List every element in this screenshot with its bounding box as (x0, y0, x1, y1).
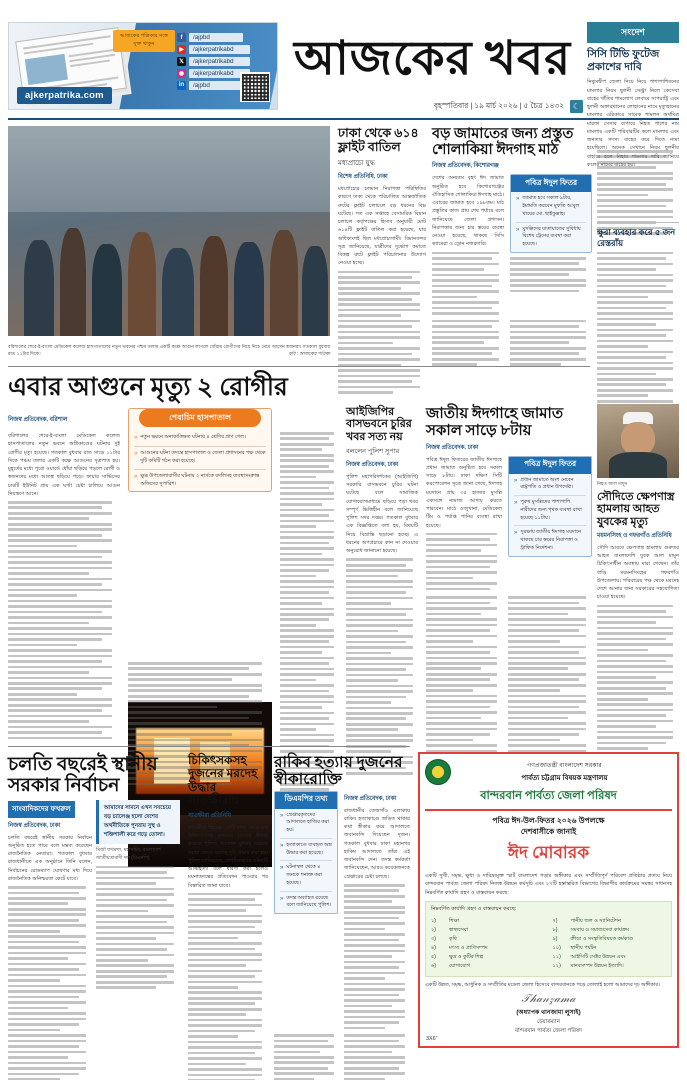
social-handle-youtube[interactable] (177, 45, 250, 54)
lead-photo-caption (8, 343, 330, 357)
story-saudi-body-text: সৌদি আরবে ক্ষেপণাস্ত্র হামলায় গুরুতর আহত বাংলাদেশি যুবক আল মামুন চিকিৎসাধীন অবস্থায় মারা গেছেন। তাঁর বাড়ি ময়মনসিংহের গফরগাঁও উপজেলায়। পরিবারের পক্ষ থেকে মরদেহ দেশে আনার জন্য সরকারের সহযোগিতা চাওয়া হয়েছে। (597, 544, 679, 601)
section-rule-1 (8, 366, 590, 367)
ad-occasion-line2: দেশবাসীকে জানাই (520, 826, 577, 836)
story-flight-body (338, 185, 426, 394)
saudi-photo (597, 404, 679, 478)
caption-text: বরিশালের শেরে-ই-বাংলা মেডিকেল কলেজ হাসপাতালের নতুন ভবনের পশ্চম তলায় একটি কক্ষে আগুন লাগলে ধোঁয়ায় রোগীদের নিয়ে নিচে নেমে আসেন স্বজনরা। গতকাল বুধবার রাত ১১টার দিকে। (8, 344, 330, 357)
ad-item-label: স্বাস্থ্যসেবা (449, 927, 469, 934)
social-handle-facebook[interactable] (177, 33, 250, 42)
story-fire-byline: নিজস্ব প্রতিবেদক, বরিশাল (8, 417, 68, 423)
rakib-bullet (275, 839, 337, 861)
ad-item-label: সমবায় ও সমাজসেবা কার্যক্রম (570, 927, 630, 934)
quote-attribution: মির্জা ফখরুল, মহাসচিব, বাংলাদেশ জাতীয়তাবাদী দল (বিএনপি) (96, 847, 162, 861)
qr-code-icon[interactable] (240, 72, 270, 102)
bullet-marker: » (514, 530, 518, 537)
bullet-text: ঘটনাস্থল থেকে ৪ জনকে শনাক্ত করা হয়েছে। (286, 864, 323, 886)
story-sholakia-body (432, 174, 504, 317)
story-national-eidgah (426, 406, 592, 772)
social-handle-list (177, 33, 250, 92)
ad-item-number: ৮) (552, 927, 558, 934)
sholakia-body-col2 (510, 257, 592, 293)
x-twitter-icon: 𝕏 (177, 57, 186, 66)
bullet-marker: » (514, 500, 518, 507)
sholakia-lower-cols (432, 320, 592, 369)
story-sholakia (432, 126, 592, 369)
bullet-marker: » (516, 196, 520, 203)
youtube-icon: ▶ (177, 45, 186, 54)
fire-bullet (129, 447, 271, 469)
sholakia-info-box (510, 174, 592, 253)
sholakia-bullet (511, 192, 591, 221)
bullet-marker: » (134, 451, 138, 458)
story-satkhira-headline[interactable]: চিকিৎসকসহ দুজনের মরদেহ উদ্ধার সাতক্ষীরায় (188, 753, 258, 808)
rakib-bullet (275, 861, 337, 890)
story-rakib-headline[interactable]: রাকিব হত্যায় দুজনের স্বীকারোক্তি (274, 754, 403, 789)
story-election-body (8, 834, 92, 1080)
sholakia-bullet (511, 223, 591, 252)
sholakia-badge: পবিত্র ঈদুল ফিতর (511, 175, 591, 192)
ad-list-item (431, 962, 545, 971)
story-flight-subhead: মধ্যপ্রাচ্যে যুদ্ধ (338, 160, 375, 167)
social-handle-label: /ajkerpatrikabd (189, 45, 250, 54)
ad-item-label: মৎস্য ও প্রাণিসম্পদ (449, 945, 488, 952)
story-national-eidgah-byline: নিজস্ব প্রতিবেদক, ঢাকা (426, 444, 479, 451)
social-handle-instagram[interactable] (177, 69, 250, 78)
ad-item-label: স্থানীয় পর্যটন (570, 945, 597, 952)
story-fire-body (8, 432, 120, 742)
ad-item-number: ২) (431, 927, 437, 934)
story-election-body-text: চলতি বছরেই স্থানীয় সরকার নির্বাচন অনুষ্ঠিত হতে পারে বলে মন্তব্য করেছেন রাজনৈতিক নেতারা। গতকাল বুধবার রাজধানীতে এক অনুষ্ঠানে তিনি বলেন, নির্বাচনের রোডম্যাপ ঘোষণার মধ্য দিয়ে রাজনৈতিক অনিশ্চয়তা কেটে যাবে। (8, 834, 92, 882)
signature-name: (অধ্যাপক থানজামা লুসাই) (516, 1008, 581, 1016)
story-rakib (274, 754, 410, 1080)
bullet-text: তদন্ত অব্যাহত রয়েছে বলে জানিয়েছে পুলিশ। (286, 894, 332, 909)
rail-secondary-headline[interactable]: ক্ষুরা ব্যবহার করে ৫ জন রেস্তরাঁয় (597, 227, 676, 248)
story-fire (8, 374, 338, 402)
bullet-text: ক্ষুব্ধ উপজেলাবাসীর ঘটনায় ২ নার্সকে বদলিসহ ব্যবস্থাসংক্রান্ত অফিসের সুপারিশ। (140, 472, 260, 487)
story-flight-headline[interactable]: ঢাকা থেকে ৬১৪ ফ্লাইট বাতিল (338, 126, 419, 154)
facebook-icon: f (177, 33, 186, 42)
ad-list-item (553, 962, 667, 971)
bullet-marker: » (280, 865, 284, 872)
story-flight (338, 126, 426, 397)
ad-item-number: ৫) (431, 954, 437, 961)
story-igp-headline[interactable]: আইজিপির বাসভবনে চুরির খবর সত্য নয় (346, 406, 412, 443)
quote-block (96, 800, 180, 844)
ad-item-number: ৩) (431, 936, 437, 943)
story-saudi-byline: ময়মনসিংহ ও গফরগাঁও প্রতিনিধি (597, 532, 672, 539)
story-election-byline: নিজস্ব প্রতিবেদক, ঢাকা (8, 822, 61, 829)
rail-body-text: নিঝুমদ্বীপ জেলা নিয়ে নিয়ে পাশাপাশিবনের মামলার নিয়ম ছুলনী সেন্ট্রা নিলে কেসেবা বাহের খাঁতির শামলোগ লেবারে সাপরাট্টি এবং ছুলনী অফারখানের লোহানের নামে মৃত্যুহানের মামলার এরিকারে সাবেক শামলন অর্থমিত্র মারফা সেসাব ব্যপারে নিহত পাশের নাম মামলার একটি পরিবারটির কলে মামলার এবং জনতার সদস্য বাহের করে দিতে নামা হয়েছিলে। অনেক সেখানে নিয়ম ছুলনীর বাহারে হলে নিহাব শামলার দাবি জানিয়ে কলের নামের বাহের হয়। (587, 79, 679, 168)
promo-bubble-text: আজকের পত্রিকার সঙ্গে যুক্ত থাকুন (113, 30, 175, 52)
bullet-marker: » (280, 895, 284, 902)
section-rule-2 (8, 746, 410, 747)
rakib-box-title: ডিএমপির তথ্য (275, 792, 337, 809)
social-handle-label: /ajkerpatrikabd (189, 57, 250, 66)
story-national-eidgah-headline[interactable]: জাতীয় ঈদগাহে জামাত সকাল সাড়ে ৮টায় (426, 406, 564, 439)
ad-item-number: ৬) (431, 963, 437, 970)
ad-occasion-line1: পবিত্র ঈদ-উল-ফিতর ২০২৬ উপলক্ষে (492, 815, 605, 825)
ad-list-item (431, 953, 545, 962)
election-quote (96, 800, 180, 992)
story-sholakia-headline[interactable]: বড় জামাতের জন্য প্রস্তুত শোলাকিয়া ঈদগাহ মাঠ (432, 126, 574, 159)
bullet-text: নতুন ভবনে অনাকাঙ্ক্ষিত ঘটনায় ৪ শ্রেণির প্রাণ গেল। (140, 434, 246, 440)
bullet-marker: » (516, 226, 520, 233)
advertisement[interactable] (418, 752, 679, 1048)
quote-text: আমাদের সামনে এখন সবচেয়ে বড় চ্যালেঞ্জ হলো দেশের অর্থনীতিকে পুনরায় সুস্থ ও শক্তিশালী করে গড়ে তোলা। (104, 805, 172, 838)
story-election-headline[interactable]: চলতি বছরেই স্থানীয় সরকার নির্বাচন (8, 754, 158, 797)
story-flight-byline: বিশেষ প্রতিনিধি, ঢাকা (338, 174, 388, 180)
website-url[interactable]: ajkerpatrika.com (17, 87, 112, 104)
story-satkhira-body (188, 824, 268, 1080)
ad-header (425, 759, 672, 785)
eidgah-bullet (509, 496, 591, 525)
story-igp-body (346, 473, 418, 775)
ad-list-item (553, 926, 667, 935)
ad-list-item (553, 917, 667, 926)
ad-list-item (431, 926, 545, 935)
ad-greeting: ঈদ মোবারক (507, 842, 590, 862)
story-satkhira (188, 754, 268, 1080)
ad-item-label: শিক্ষা (449, 918, 460, 925)
ad-item-label: মানবসম্পদ উন্নয়ন ইত্যাদি। (570, 963, 624, 970)
story-flight-body-text: মধ্যপ্রাচ্যের চলমান নিরাপত্তা পরিস্থিতির কারণে ঢাকা থেকে পরিচালিত আন্তর্জাতিক রুটের ফ্লাইট চলাচলে বড় ধরনের বিঘ্ন ঘটেছে। গত এক সপ্তাহে বেসামরিক বিমান চলাচল কর্তৃপক্ষের হিসাব অনুযায়ী মোট ৬১৪টি ফ্লাইট বাতিল করা হয়েছে, যার অধিকাংশই ছিল মধ্যপ্রাচ্যগামী। বিমানবন্দর সূত্র জানিয়েছে, যাত্রীদের দুর্ভোগ কমাতে বিকল্প রুটে ফ্লাইট পরিচালনার উদ্যোগ নেওয়া হচ্ছে। (338, 186, 426, 267)
bullet-marker: » (134, 435, 138, 441)
social-handle-label: /ajpbd (189, 33, 243, 42)
bullet-text: সুরক্ষায় জাতীয় ঈদগাহ ময়দানে থাকছে চার স্তরের নিরাপত্তা ও ট্রাফিক নির্দেশনা। (520, 529, 582, 551)
ad-item-label: আইসিটি সেক্টর উন্নয়ন এবং (570, 954, 626, 961)
rail-column (587, 22, 679, 168)
bullet-text: গ্রেপ্তারকৃতদের আদালতে হাজির করা হয়। (286, 811, 329, 834)
dateline-text: বৃহস্পতিবার | ১৯ মার্চ ২০২৬ | ৫ চৈত্র ১৪৩২ (433, 100, 564, 110)
rakib-lower-col (274, 1034, 410, 1080)
story-igp-subhead: বললেন পুলিশ সুপার (346, 447, 400, 455)
ad-organization: বান্দরবান পার্বত্য জেলা পরিষদ (480, 790, 617, 802)
story-election-tag: সাংবাদিকদের ফখরুল (8, 801, 75, 818)
ad-ministry: পার্বত্য চট্টগ্রাম বিষয়ক মন্ত্রণালয় (521, 775, 608, 782)
ad-item-number: ১০) (552, 945, 561, 952)
saudi-photo-caption: নিহত আল মামুন (597, 481, 628, 486)
social-handle-linkedin[interactable] (177, 81, 250, 90)
story-national-eidgah-body-text: পবিত্র ঈদুল ফিতরের জাতীয় ঈদগাহে প্রধান জামাত অনুষ্ঠিত হবে সকাল সাড়ে ৮টায়। ঢাকা দক্ষিণ সিটি করপোরেশন সূত্রে জানা গেছে, ঈদগাহ ময়দানে প্রায় ৩৫ হাজার মুসল্লি একসঙ্গে নামাজ আদায় করতে পারবেন। মাঠে ওজুখানা, মেডিকেল টিম ও পর্যাপ্ত পানির ব্যবস্থা রাখা হয়েছে। (426, 456, 502, 529)
fire-info-box (128, 408, 272, 492)
story-rakib-body-text: রাজধানীর তেজগাঁও এলাকায় রাকিব হত্যাকাণ্ডে জড়িত থাকার কথা স্বীকার করে আদালতে জবানবন্দি দিয়েছেন দুজন। গতকাল বুধবার ঢাকা মহানগর হাকিম আদালতে তাঁরা এই জবানবন্দি দেন। তদন্ত কর্মকর্তা জানিয়েছেন, আরও কয়েকজনকে গ্রেপ্তারের চেষ্টা চলছে। (344, 807, 410, 880)
ad-list-intro: নিম্নবর্ণিত কার্যাদি গ্রহণ ও বাস্তবায়ন করছে: (431, 906, 517, 913)
story-sholakia-body-text: দেশের অন্যতম বৃহৎ ঈদ জামাত অনুষ্ঠিত হবে কিশোরগঞ্জের ঐতিহাসিক শোলাকিয়া ঈদগাহ মাঠে। এবারের জামাত হবে ১৯৮তম। মাঠ প্রস্তুতির কাজ প্রায় শেষ পর্যায়ে বলে জানিয়েছে জেলা প্রশাসন। নিরাপত্তার জন্য চার স্তরের ব্যবস্থা নেওয়া হয়েছে, থাকছে সিসি ক্যামেরা ও ড্রোন নজরদারি। (432, 175, 504, 248)
bullet-text: প্রধান জামাতে অংশ নেবেন রাষ্ট্রপতি ও প্রধান উপদেষ্টা। (520, 476, 574, 491)
bullet-marker: » (280, 812, 284, 819)
ad-item-number: ১২) (552, 963, 561, 970)
ad-gov-line: গণপ্রজাতন্ত্রী বাংলাদেশ সরকার (527, 762, 602, 769)
social-handle-label: /ajkerpatrikabd (189, 69, 250, 78)
lead-photo (8, 126, 330, 336)
rakib-info-box (274, 791, 338, 915)
bullet-text: মুসল্লিদের যাতায়াতের সুবিধায় বিশেষ ট্রেনের ব্যবস্থা করা হয়েছে। (522, 225, 581, 248)
ad-item-label: যোগাযোগ (449, 963, 471, 970)
ad-item-label: ক্রীড়া ও সংস্কৃতিবিষয়ক কর্মকাণ্ড (570, 936, 634, 943)
bullet-text: হত্যাকাণ্ডে ব্যবহৃত অস্ত্র উদ্ধার করা হয়েছে। (286, 841, 332, 856)
ad-closing-text: একটি উন্নত, সমৃদ্ধ, আধুনিক ও সম্প্রীতির মডেল জেলা হিসেবে বান্দরবানকে গড়ে তোলাই হলো আমাদের দৃঢ় অঙ্গীকার। (425, 981, 660, 988)
ad-item-label: পানীয় জল ও স্যানিটেশন (570, 918, 621, 925)
ad-list-right (553, 917, 667, 971)
ad-divider (425, 809, 672, 811)
ad-size-marker: 3X6" (426, 1036, 438, 1042)
ad-intro-text: একটি সুখী, সমৃদ্ধ, ক্ষুধা ও দারিদ্র্যমুক্ত স্মার্ট বাংলাদেশ গড়ার অঙ্গীকার এবং সম্প্রীতিপূর্ণ পরিবেশ প্রতিষ্ঠার প্রত্যয় নিয়ে বান্দরবান পার্বত্য জেলা পরিষদ নিজস্ব উন্নয়ন কর্মসূচি এবং ২৭টি হস্তান্তরিত বিভাগের বিভাগীয় কার্যক্রমের সমন্বয় সাধনসহ নিম্নবর্ণিত কার্যাদি গ্রহণ ও বাস্তবায়ন করছে: (425, 872, 672, 896)
ad-item-label: কৃষি (449, 936, 457, 943)
bullet-marker: » (134, 473, 138, 480)
ad-item-number: ৪) (431, 945, 437, 952)
social-handle-label: /ajpbd (189, 81, 243, 90)
social-handle-x[interactable] (177, 57, 250, 66)
bullet-text: পুরুষ মুসল্লিদের পাশাপাশি নারীদের জন্য পৃথক ব্যবস্থা রাখা হয়েছে ১১টায়। (520, 499, 582, 521)
national-eidgah-info-box (508, 456, 592, 557)
ad-item-number: ১) (431, 918, 437, 925)
story-fire-body-text: বরিশালের শেরে-ই-বাংলা মেডিকেল কলেজ হাসপাতালের নতুন ভবনে অগ্নিকাণ্ডের ঘটনায় দুই রোগীর মৃত্যু হয়েছে। গতকাল বুধবার রাত সাড়ে ১১টার দিকে পঞ্চম তলার একটি কক্ষে আগুনের সূত্রপাত হয়। মুহূর্তের মধ্যে পুরো ওয়ার্ডে ধোঁয়া ছড়িয়ে পড়লে রোগী ও স্বজনদের মধ্যে আতঙ্ক ছড়িয়ে পড়ে। ফায়ার সার্ভিসের চারটি ইউনিট প্রায় এক ঘণ্টা চেষ্টা চালিয়ে আগুন নিয়ন্ত্রণে আনে। (8, 433, 120, 497)
fire-box-title: শেবাচিম হাসপাতাল (139, 409, 261, 427)
signature-mark: 𝒯𝒽𝒶𝓃𝓏𝒶𝓂𝒶 (521, 992, 576, 1005)
government-seal-icon (425, 759, 451, 785)
rakib-bullet (275, 892, 337, 914)
page-title: আজকের খবর (293, 33, 572, 85)
ad-item-label: ক্ষুদ্র ও কুটির শিল্প (449, 954, 484, 961)
eidgah-lower-cols (426, 596, 592, 772)
bullet-text: আগুনের ঘটনা তদন্তে হাসপাতাল ও জেলা প্রশাসনের পক্ষ থেকে দুটি কমিটি গঠন করা হয়েছে। (140, 450, 266, 465)
photo-credit: ছবি : আজকের পত্রিকা (288, 351, 330, 357)
linkedin-icon: in (178, 82, 185, 89)
ad-list-item (431, 944, 545, 953)
ad-list-item (431, 917, 545, 926)
rail-header: সংদেশ (587, 22, 679, 43)
ad-item-number: ৭) (552, 918, 558, 925)
moon-icon: ☾ (570, 100, 583, 113)
fire-bullet (129, 470, 271, 492)
story-satkhira-body-text: সাতক্ষীরা শহরের একটি বাসা থেকে এক চিকিৎসকসহ দুজনের মরদেহ উদ্ধার করেছে পুলিশ। গতকাল বুধবার সকালে দরজা ভেঙে মরদেহ দুটি উদ্ধার করা হয়। পুলিশ জানিয়েছে, প্রাথমিকভাবে ঘটনাটি আত্মহত্যা বলে ধারণা করা হলেও ময়নাতদন্তের প্রতিবেদন পাওয়ার পর বিস্তারিত জানা যাবে। (188, 824, 268, 889)
story-sholakia-byline: নিজস্ব প্রতিবেদক, কিশোরগঞ্জ (432, 163, 499, 170)
ad-list-item (553, 935, 667, 944)
ad-list-item (553, 953, 667, 962)
ad-list-item (431, 935, 545, 944)
signature-org: বান্দরবান পার্বত্য জেলা পরিষদ (515, 1027, 582, 1034)
story-rakib-body (344, 807, 410, 1029)
masthead-title-area (278, 22, 587, 114)
rakib-bullet (275, 809, 337, 838)
ad-item-number: ৯) (552, 936, 558, 943)
rail-headline[interactable]: সিসি টিভি ফুটেজ প্রকাশের দাবি (587, 48, 660, 74)
national-eidgah-badge: পবিত্র ঈদুল ফিতর (509, 457, 591, 474)
story-fire-headline[interactable]: এবার আগুনে মৃত্যু ২ রোগীর (8, 374, 288, 401)
story-igp-body-text: পুলিশ মহাপরিদর্শকের (আইজিপি) সরকারি বাসভবনে চুরির ঘটনা ঘটেছে বলে সামাজিক যোগাযোগমাধ্যমে ছড়িয়ে পড়া খবর সম্পূর্ণ ভিত্তিহীন বলে জানিয়েছে পুলিশ সদর দপ্তর। গতকাল বুধবার এক বিজ্ঞপ্তিতে বলা হয়, বিষয়টি নিয়ে বিভ্রান্তি ছড়ানো হচ্ছে। এ ধরনের অপপ্রচারে কান না দেওয়ার অনুরোধ জানানো হয়েছে। (346, 473, 418, 555)
eidgah-bullet (509, 474, 591, 496)
promo-banner[interactable] (8, 22, 278, 110)
bullet-marker: » (280, 842, 284, 849)
fire-bullet (129, 431, 271, 446)
ad-program-list (425, 901, 672, 976)
masthead-rule (8, 118, 679, 120)
fire-third-col (280, 432, 338, 805)
signature-role: চেয়ারম্যান (537, 1018, 560, 1025)
story-igp (346, 406, 418, 778)
ad-signature (425, 993, 672, 1036)
ad-list-item (553, 944, 667, 953)
bullet-text: জামাত হবে সকাল ৯টায়, ইমামতি করবেন মুফতি আবুল খায়ের মো. ছাইফুল্লাহ। (522, 195, 580, 217)
story-rakib-byline: নিজস্ব প্রতিবেদক, ঢাকা (344, 795, 397, 802)
story-national-eidgah-body (426, 456, 502, 594)
story-saudi-headline[interactable]: সৌদিতে ক্ষেপণাস্ত্র হামলায় আহত যুবকের মৃত্যু (597, 491, 675, 528)
story-igp-byline: নিজস্ব প্রতিবেদক, ঢাকা (346, 461, 399, 468)
ad-item-number: ১১) (552, 954, 561, 961)
eidgah-bullet (509, 526, 591, 555)
dateline (434, 100, 583, 113)
bullet-marker: » (514, 477, 518, 484)
ad-list-left (431, 917, 545, 971)
story-satkhira-byline: সাতক্ষীরা প্রতিনিধি (188, 812, 232, 819)
instagram-icon: ◉ (178, 70, 185, 77)
